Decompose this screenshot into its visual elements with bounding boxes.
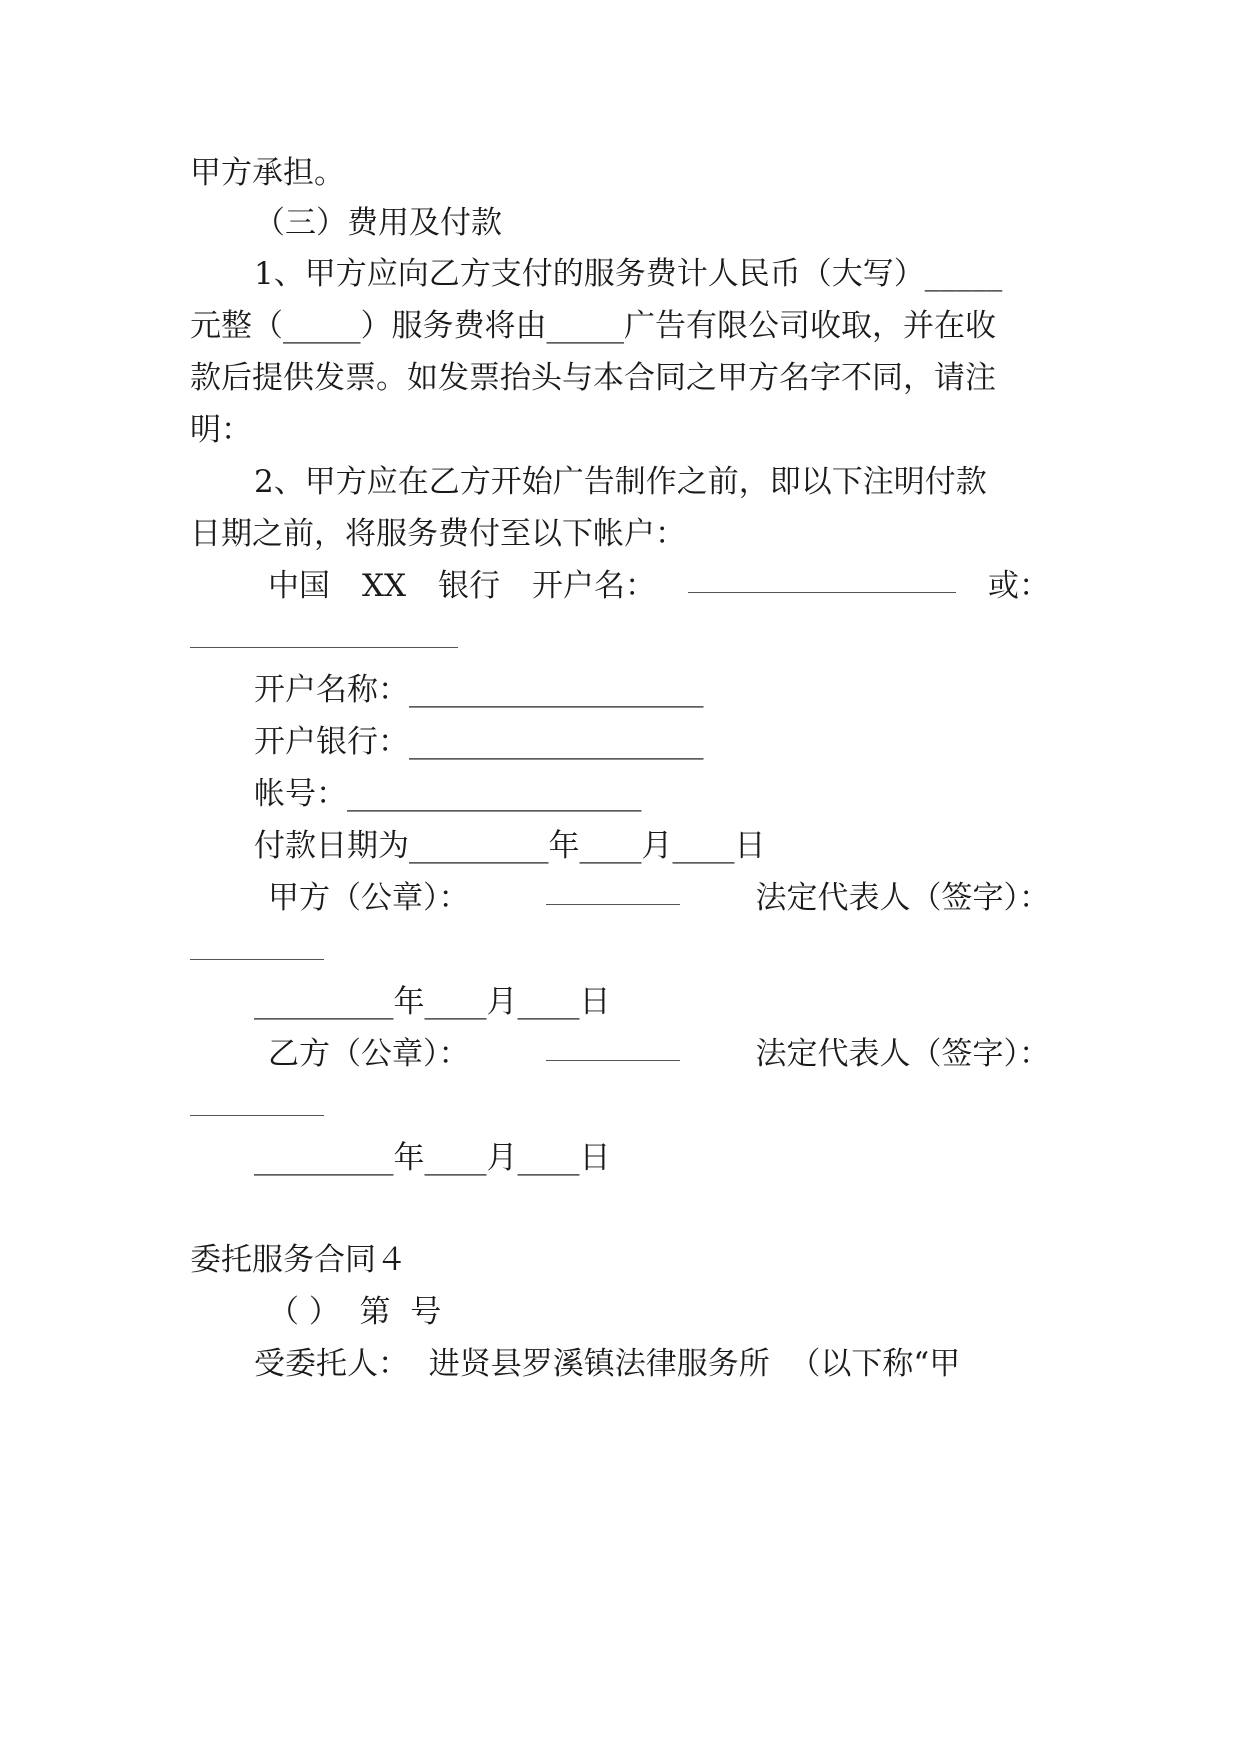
paragraph-text: 2、甲方应在乙方开始广告制作之前，即以下注明付款 (254, 464, 987, 500)
account-holder-label: 开户名： (532, 568, 657, 604)
paragraph-text: 甲方承担。 (190, 155, 345, 191)
bank-name: 银行 (438, 568, 501, 604)
blank-line (190, 1114, 324, 1116)
or-label: 或： (987, 568, 1050, 604)
paragraph-text: 元整（_____）服务费将由_____广告有限公司收取，并在收 (190, 308, 996, 344)
account-holder-blank (688, 566, 956, 593)
blank-line (190, 958, 324, 960)
party-a-date-line: _________年____月____日 (254, 984, 611, 1020)
paragraph-text: 1、甲方应向乙方支付的服务费计人民币（大写）_____ (254, 256, 1003, 292)
party-a-representative-label: 法定代表人（签字）： (755, 880, 1050, 916)
party-b-seal-blank (546, 1034, 680, 1061)
party-a-seal-blank (546, 878, 680, 905)
account-number-line: 帐号：___________________ (254, 776, 642, 812)
section-heading: （三）费用及付款 (254, 205, 502, 241)
entrusted-party-line: 受委托人： 进贤县罗溪镇法律服务所 （以下称“甲 (254, 1346, 961, 1382)
blank-line (190, 646, 458, 648)
paragraph-text: 日期之前，将服务费付至以下帐户： (190, 516, 686, 552)
party-b-representative-label: 法定代表人（签字）： (755, 1036, 1050, 1072)
party-b-seal-label: 乙方（公章）： (268, 1036, 470, 1072)
party-b-date-line: _________年____月____日 (254, 1140, 611, 1176)
party-a-signature-line (268, 878, 1050, 918)
account-bank-line: 开户银行：___________________ (254, 724, 704, 760)
party-a-seal-label: 甲方（公章）： (268, 880, 470, 916)
bank-info-line (268, 566, 1050, 606)
document-number-line: （ ） 第 号 (268, 1294, 442, 1330)
bank-xx: XX (361, 568, 407, 604)
account-name-line: 开户名称：___________________ (254, 672, 704, 708)
bank-country: 中国 (268, 568, 330, 604)
section-title: 委托服务合同４ (190, 1242, 407, 1278)
paragraph-text: 明： (190, 412, 252, 448)
paragraph-text: 款后提供发票。如发票抬头与本合同之甲方名字不同，请注 (190, 360, 996, 396)
party-b-signature-line (268, 1034, 1050, 1074)
payment-date-line: 付款日期为_________年____月____日 (254, 828, 766, 864)
